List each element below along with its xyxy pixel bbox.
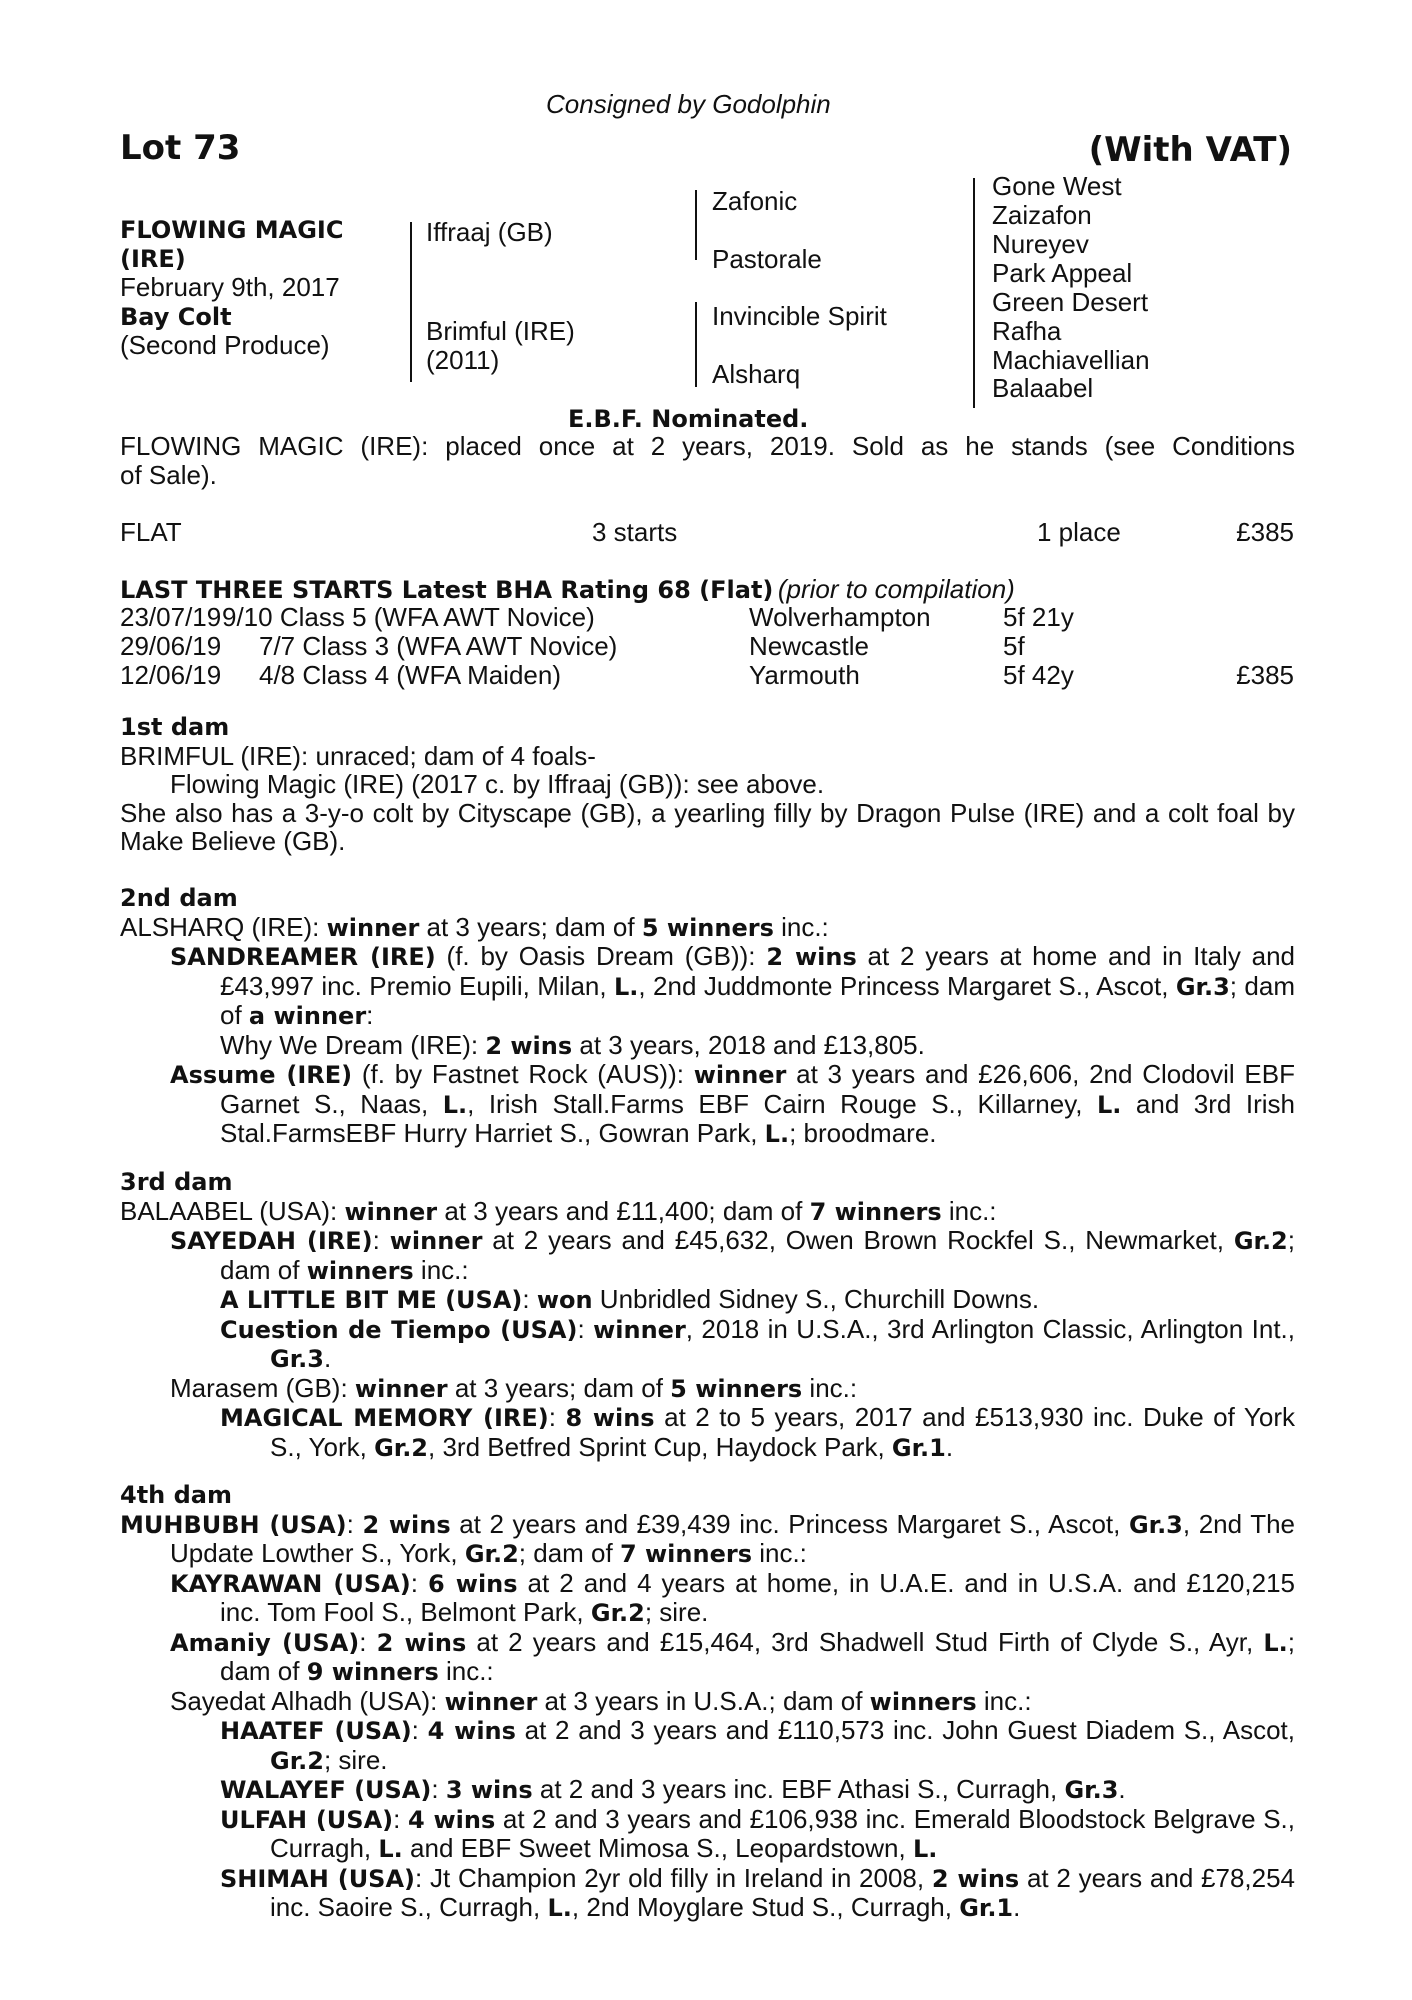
second-dam-section bbox=[120, 883, 1295, 1149]
third-dam-heading: 3rd dam bbox=[120, 1168, 233, 1196]
horse-sex: Bay Colt bbox=[120, 303, 232, 331]
start-2-course: Newcastle bbox=[749, 631, 869, 661]
first-dam-produce: Flowing Magic (IRE) (2017 c. by Iffraaj (GB)): see above. bbox=[170, 769, 825, 799]
ulfah-entry: ULFAH (USA): 4 wins at 2 and 3 years and £106,938 inc. Emerald Bloodstock Belgrave S., Curragh, L. and EBF Sweet Mimosa S., Leopardstown, L. bbox=[220, 1803, 1296, 1863]
start-1-race: 9/10 Class 5 (WFA AWT Novice) bbox=[222, 602, 595, 632]
start-3-course: Yarmouth bbox=[749, 660, 860, 690]
dam-year: (2011) bbox=[426, 345, 500, 375]
pedigree-line-2b bbox=[695, 302, 697, 387]
sire-dam: Pastorale bbox=[712, 244, 822, 274]
pedigree-line-3 bbox=[973, 178, 975, 408]
cuestion-de-tiempo-entry: Cuestion de Tiempo (USA): winner, 2018 in U.S.A., 3rd Arlington Classic, Arlington Int., Gr.3. bbox=[220, 1313, 1295, 1373]
start-3-prize: £385 bbox=[1236, 660, 1294, 690]
record-starts: 3 starts bbox=[592, 517, 678, 547]
why-we-dream-entry: Why We Dream (IRE): 2 wins at 3 years, 2018 and £13,805. bbox=[220, 1029, 925, 1060]
fourth-dam-heading: 4th dam bbox=[120, 1481, 232, 1509]
walayef-entry: WALAYEF (USA): 3 wins at 2 and 3 years inc. EBF Athasi S., Curragh, Gr.3. bbox=[220, 1774, 1126, 1804]
shimah-entry: SHIMAH (USA): Jt Champion 2yr old filly in Ireland in 2008, 2 wins at 2 years and £78,254 inc. Saoire S., Curragh, L., 2nd Moyglare Stud S., Curragh, Gr.1. bbox=[220, 1862, 1296, 1922]
first-dam-heading: 1st dam bbox=[120, 713, 230, 741]
dam-dam: Alsharq bbox=[712, 359, 801, 389]
first-dam-section bbox=[120, 712, 1295, 856]
consigned-by: Consigned by Godolphin bbox=[546, 89, 831, 119]
pedigree-line-2a bbox=[695, 190, 697, 260]
ebf-nominated: E.B.F. Nominated. bbox=[568, 405, 809, 433]
last-three-heading bbox=[120, 575, 1015, 604]
assume-entry: Assume (IRE) (f. by Fastnet Rock (AUS)): winner at 3 years and £26,606, 2nd Clodovil EBF Garnet S., Naas, L., Irish Stall.Farms EBF Cairn Rouge S., Killarney, L. and 3rd Irish Stal.FarmsEBF Hurry Harriet S., Gowran Park, L.; broodmare. bbox=[170, 1059, 1295, 1148]
gen3-7: Machiavellian bbox=[992, 345, 1150, 375]
gen3-4: Park Appeal bbox=[992, 258, 1133, 288]
lot-number: Lot 73 bbox=[120, 128, 241, 168]
start-3-date: 12/06/19 bbox=[120, 660, 222, 690]
record-type: FLAT bbox=[120, 517, 182, 547]
pedigree-line-1 bbox=[410, 222, 412, 382]
sayedah-entry: SAYEDAH (IRE): winner at 2 years and £45,632, Owen Brown Rockfel S., Newmarket, Gr.2; dam of winners inc.: bbox=[170, 1225, 1295, 1285]
muhbubh-entry: MUHBUBH (USA): 2 wins at 2 years and £39,439 inc. Princess Margaret S., Ascot, Gr.3, 2nd The Update Lowther S., York, Gr.2; dam of 7 winners inc.: bbox=[120, 1508, 1295, 1568]
start-2-distance: 5f bbox=[1003, 631, 1025, 661]
produce-note: (Second Produce) bbox=[120, 330, 330, 360]
gen3-1: Gone West bbox=[992, 171, 1122, 201]
first-dam-other: She also has a 3-y-o colt by Cityscape (GB), a yearling filly by Dragon Pulse (IRE) and a colt foal by Make Believe (GB). bbox=[120, 797, 1295, 856]
second-dam-heading: 2nd dam bbox=[120, 884, 238, 912]
start-1-distance: 5f 21y bbox=[1003, 602, 1074, 632]
record-places: 1 place bbox=[1037, 517, 1121, 547]
summary-line-1: FLOWING MAGIC (IRE): placed once at 2 years, 2019. Sold as he stands (see Conditions bbox=[120, 431, 1295, 461]
start-3-distance: 5f 42y bbox=[1003, 660, 1074, 690]
fourth-dam-section bbox=[120, 1480, 1295, 1923]
start-1-course: Wolverhampton bbox=[749, 602, 931, 632]
start-2-date: 29/06/19 bbox=[120, 631, 222, 661]
start-1-date: 23/07/19 bbox=[120, 602, 222, 632]
kayrawan-entry: KAYRAWAN (USA): 6 wins at 2 and 4 years at home, in U.A.E. and in U.S.A. and £120,215 inc. Tom Fool S., Belmont Park, Gr.2; sire. bbox=[170, 1567, 1295, 1627]
gen3-6: Rafha bbox=[992, 316, 1062, 346]
last-three-note: (prior to compilation) bbox=[777, 574, 1015, 604]
horse-name: FLOWING MAGIC bbox=[120, 216, 344, 244]
sayedat-alhadh-entry: Sayedat Alhadh (USA): winner at 3 years in U.S.A.; dam of winners inc.: bbox=[170, 1685, 1032, 1716]
balaabel-line: BALAABEL (USA): winner at 3 years and £11,400; dam of 7 winners inc.: bbox=[120, 1195, 997, 1226]
horse-country: (IRE) bbox=[120, 245, 186, 273]
haatef-entry: HAATEF (USA): 4 wins at 2 and 3 years and £110,573 inc. John Guest Diadem S., Ascot, Gr.2; sire. bbox=[220, 1715, 1296, 1775]
marasem-entry: Marasem (GB): winner at 3 years; dam of 5 winners inc.: bbox=[170, 1372, 858, 1403]
summary-line-2: of Sale). bbox=[120, 460, 217, 490]
third-dam-section bbox=[120, 1167, 1295, 1462]
record-prize: £385 bbox=[1236, 517, 1294, 547]
gen3-8: Balaabel bbox=[992, 373, 1094, 403]
start-3-race: 4/8 Class 4 (WFA Maiden) bbox=[259, 660, 561, 690]
sire: Iffraaj (GB) bbox=[426, 217, 553, 247]
alsharq-line: ALSHARQ (IRE): winner at 3 years; dam of 5 winners inc.: bbox=[120, 911, 829, 942]
last-three-title: LAST THREE STARTS Latest BHA Rating 68 (Flat) bbox=[120, 576, 774, 604]
a-little-bit-me-entry: A LITTLE BIT ME (USA): won Unbridled Sidney S., Churchill Downs. bbox=[220, 1284, 1040, 1314]
start-2-race: 7/7 Class 3 (WFA AWT Novice) bbox=[259, 631, 618, 661]
sandreamer-entry: SANDREAMER (IRE) (f. by Oasis Dream (GB)): 2 wins at 2 years at home and in Italy and £43,997 inc. Premio Eupili, Milan, L., 2nd Juddmonte Princess Margaret S., Ascot, Gr.3; dam of a winner: bbox=[170, 941, 1296, 1030]
gen3-2: Zaizafon bbox=[992, 200, 1092, 230]
gen3-3: Nureyev bbox=[992, 229, 1089, 259]
magical-memory-entry: MAGICAL MEMORY (IRE): 8 wins at 2 to 5 years, 2017 and £513,930 inc. Duke of York S., York, Gr.2, 3rd Betfred Sprint Cup, Haydock Park, Gr.1. bbox=[220, 1402, 1295, 1462]
sire-sire: Zafonic bbox=[712, 186, 798, 216]
foaling-date: February 9th, 2017 bbox=[120, 272, 340, 302]
dam: Brimful (IRE) bbox=[426, 316, 575, 346]
amaniy-entry: Amaniy (USA): 2 wins at 2 years and £15,464, 3rd Shadwell Stud Firth of Clyde S., Ayr, L.; dam of 9 winners inc.: bbox=[170, 1626, 1296, 1686]
vat-note: (With VAT) bbox=[1088, 130, 1292, 170]
dam-sire: Invincible Spirit bbox=[712, 301, 887, 331]
gen3-5: Green Desert bbox=[992, 287, 1149, 317]
first-dam-line: BRIMFUL (IRE): unraced; dam of 4 foals- bbox=[120, 740, 596, 771]
